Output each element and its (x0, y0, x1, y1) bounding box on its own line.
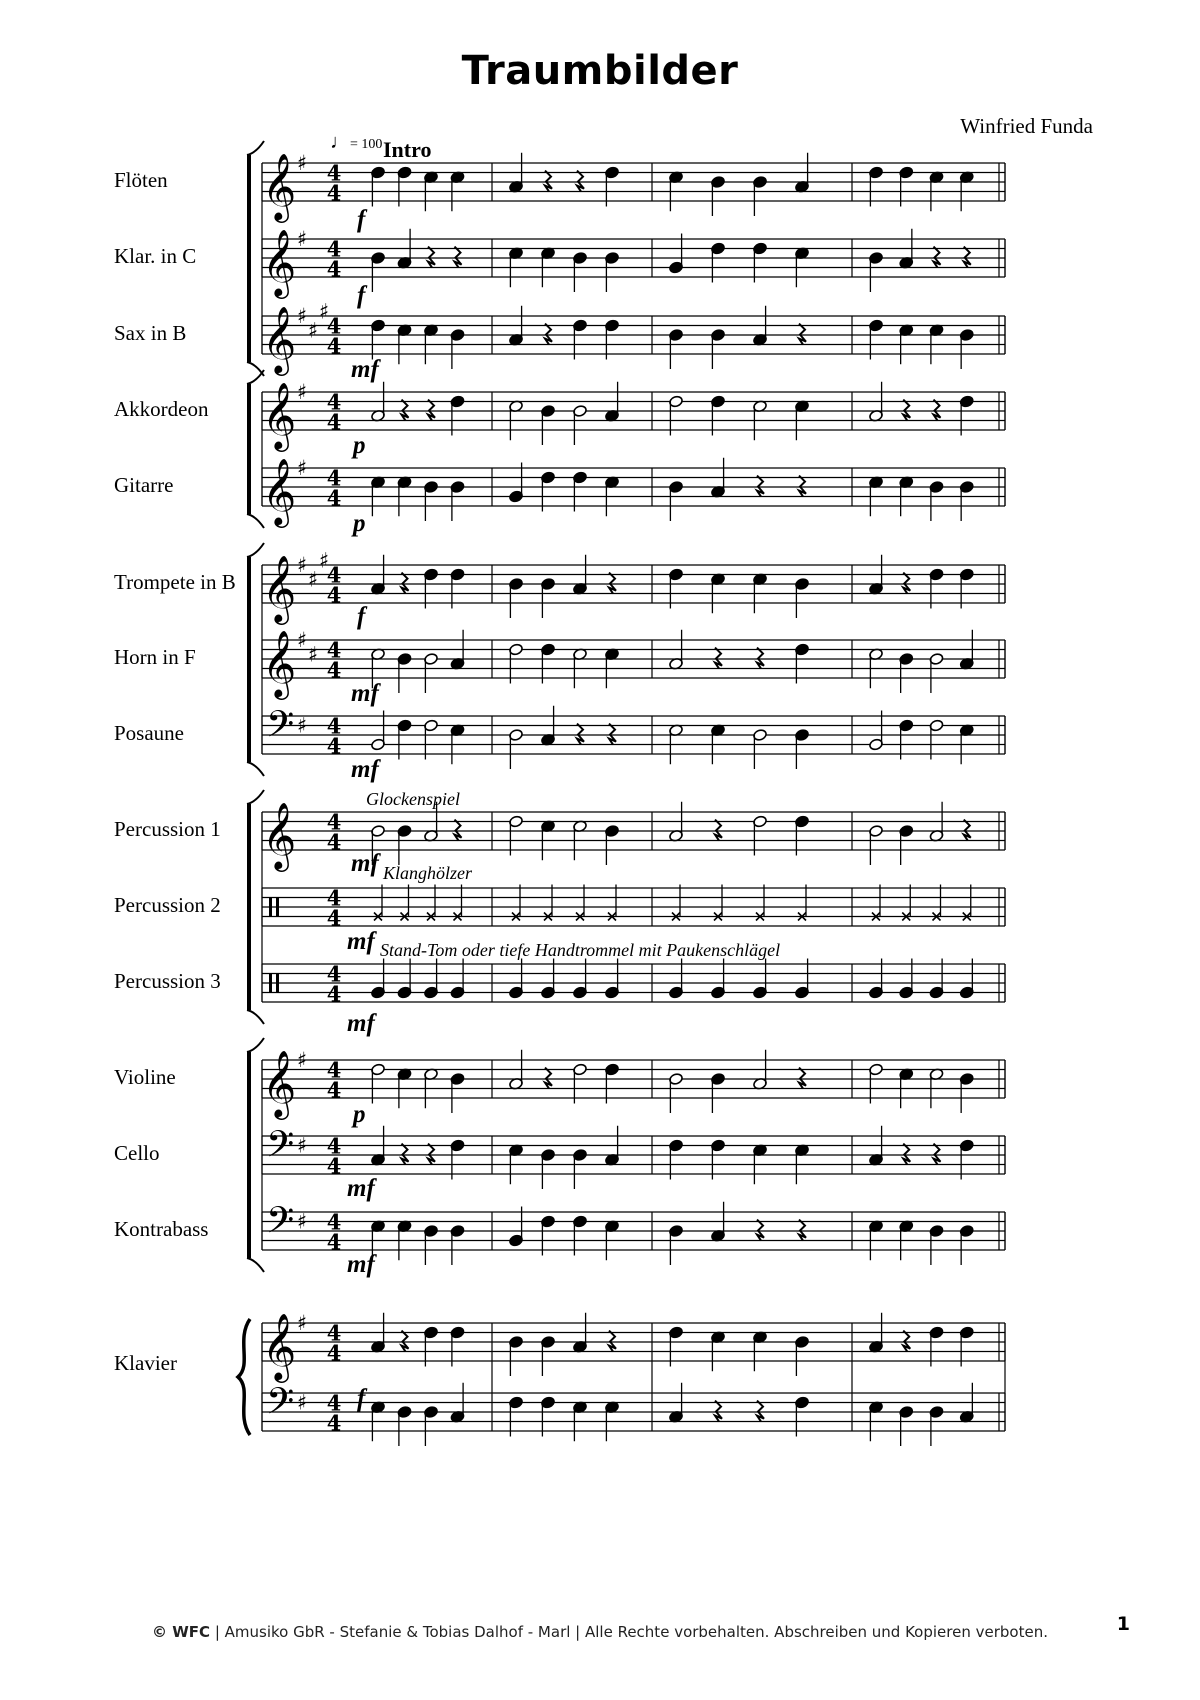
group-bracket (247, 804, 251, 1010)
quarter-rest-icon (455, 247, 462, 268)
staff (262, 1124, 1005, 1189)
time-signature-bottom: 4 (326, 582, 342, 608)
sharp-icon: ♯ (319, 299, 330, 324)
sharp-icon: ♯ (297, 227, 308, 251)
percussion-clef-icon (269, 974, 272, 993)
instrument-label-klarinette: Klar. in C (114, 244, 197, 268)
time-signature-top: 4 (326, 313, 342, 339)
group-bracket (247, 384, 251, 514)
dynamic-marking: f (357, 206, 366, 233)
quarter-rest-icon (757, 1401, 764, 1422)
treble-clef-icon: 𝄞 (262, 628, 297, 697)
quarter-note-icon: ♩ (330, 131, 350, 153)
group-bracket (247, 155, 251, 362)
treble-clef-icon: 𝄞 (262, 553, 297, 622)
instrument-label-violine: Violine (114, 1065, 176, 1089)
staff (262, 801, 1005, 872)
staff (262, 380, 1005, 452)
quarter-rest-icon (402, 1331, 409, 1352)
sharp-icon: ♯ (297, 380, 308, 404)
instrument-label-percussion-1: Percussion 1 (114, 817, 221, 841)
dynamic-marking: f (357, 282, 366, 309)
bass-clef-icon: 𝄢 (266, 1123, 295, 1175)
quarter-rest-icon (455, 820, 462, 841)
footer (0, 1623, 1200, 1641)
sharp-icon: ♯ (297, 304, 308, 328)
quarter-rest-icon (715, 1401, 722, 1422)
sharp-icon: ♯ (297, 713, 308, 738)
staff (262, 704, 1005, 769)
staff (262, 959, 1005, 1007)
quarter-rest-icon (402, 400, 409, 421)
quarter-rest-icon (577, 724, 584, 745)
quarter-rest-icon (757, 648, 764, 669)
quarter-rest-icon (757, 476, 764, 497)
time-signature-bottom: 4 (326, 1229, 342, 1255)
quarter-rest-icon (577, 171, 584, 192)
quarter-rest-icon (903, 573, 910, 594)
quarter-rest-icon (934, 400, 941, 421)
dynamic-marking: mf (347, 928, 375, 955)
quarter-rest-icon (757, 1220, 764, 1241)
dynamic-marking: mf (347, 1251, 375, 1278)
quarter-rest-icon (402, 1144, 409, 1165)
quarter-rest-icon (799, 476, 806, 497)
expression-klanghoelzer: Klanghölzer (383, 863, 473, 883)
time-signature-bottom: 4 (326, 1153, 342, 1179)
quarter-rest-icon (609, 573, 616, 594)
staff (262, 151, 1005, 223)
sharp-icon: ♯ (297, 1209, 308, 1234)
staff (262, 299, 1005, 376)
sharp-icon: ♯ (297, 151, 308, 175)
time-signature-top: 4 (326, 1057, 342, 1083)
time-signature-bottom: 4 (326, 733, 342, 759)
quarter-rest-icon (903, 1144, 910, 1165)
bracket-hook (247, 762, 264, 776)
dynamic-marking: p (353, 510, 366, 537)
sharp-icon: ♯ (319, 548, 330, 573)
sharp-icon: ♯ (297, 1311, 308, 1335)
time-signature-top: 4 (326, 1209, 342, 1235)
bass-clef-icon: 𝄢 (266, 1199, 295, 1251)
quarter-rest-icon (903, 400, 910, 421)
instrument-label-cello: Cello (114, 1141, 160, 1165)
time-signature-bottom: 4 (326, 409, 342, 435)
time-signature-bottom: 4 (326, 829, 342, 855)
instrument-label-gitarre: Gitarre (114, 473, 174, 497)
group-bracket (247, 1052, 251, 1258)
time-signature-bottom: 4 (326, 1340, 342, 1366)
time-signature-top: 4 (326, 713, 342, 739)
sharp-icon: ♯ (297, 553, 308, 577)
treble-clef-icon: 𝄞 (262, 1048, 297, 1117)
instrument-label-percussion-3: Percussion 3 (114, 969, 221, 993)
time-signature-bottom: 4 (326, 1410, 342, 1436)
staff (262, 1381, 1005, 1446)
quarter-rest-icon (545, 1068, 552, 1089)
time-signature-bottom: 4 (326, 981, 342, 1007)
quarter-rest-icon (609, 724, 616, 745)
instrument-label-sax: Sax in B (114, 321, 187, 345)
bass-clef-icon: 𝄢 (266, 1380, 295, 1432)
percussion-clef-icon (269, 898, 272, 917)
sharp-icon: ♯ (297, 1390, 308, 1415)
instrument-label-trompete: Trompete in B (114, 570, 236, 594)
time-signature-bottom: 4 (326, 485, 342, 511)
time-signature-bottom: 4 (326, 905, 342, 931)
time-signature-bottom: 4 (326, 657, 342, 683)
sharp-icon: ♯ (308, 642, 319, 667)
quarter-rest-icon (799, 324, 806, 345)
time-signature-top: 4 (326, 562, 342, 588)
quarter-rest-icon (428, 1144, 435, 1165)
percussion-clef-icon (276, 898, 279, 917)
treble-clef-icon: 𝄞 (262, 1311, 297, 1380)
quarter-rest-icon (964, 247, 971, 268)
time-signature-top: 4 (326, 809, 342, 835)
quarter-rest-icon (715, 648, 722, 669)
dynamic-marking: f (357, 603, 366, 630)
quarter-rest-icon (715, 820, 722, 841)
treble-clef-icon: 𝄞 (262, 227, 297, 296)
sharp-icon: ♯ (297, 1048, 308, 1072)
section-label: Intro (383, 137, 432, 162)
composer-name: Winfried Funda (960, 114, 1093, 138)
sharp-icon: ♯ (297, 456, 308, 480)
time-signature-top: 4 (326, 961, 342, 987)
dynamic-marking: mf (347, 1175, 375, 1202)
staff (262, 227, 1005, 299)
quarter-rest-icon (934, 1144, 941, 1165)
treble-clef-icon: 𝄞 (262, 456, 297, 525)
sharp-icon: ♯ (308, 318, 319, 343)
sharp-icon: ♯ (308, 567, 319, 592)
instrument-label-klavier: Klavier (114, 1351, 177, 1375)
quarter-rest-icon (545, 171, 552, 192)
dynamic-marking: f (357, 1385, 366, 1412)
time-signature-top: 4 (326, 885, 342, 911)
group-bracket (247, 557, 251, 762)
dynamic-marking: p (353, 1101, 366, 1128)
sharp-icon: ♯ (297, 628, 308, 652)
dynamic-marking: p (353, 432, 366, 459)
dynamic-marking: mf (351, 356, 379, 383)
page-number: 1 (1116, 1613, 1130, 1635)
score-title: Traumbilder (461, 48, 739, 94)
quarter-rest-icon (609, 1331, 616, 1352)
time-signature-bottom: 4 (326, 180, 342, 206)
expression-stand-tom: Stand-Tom oder tiefe Handtrommel mit Paukenschlägel (380, 940, 781, 960)
dynamic-marking: mf (351, 680, 379, 707)
staff (262, 548, 1005, 625)
staff (262, 1048, 1005, 1120)
dynamic-marking: mf (351, 850, 379, 877)
quarter-rest-icon (402, 573, 409, 594)
time-signature-top: 4 (326, 236, 342, 262)
staff (262, 628, 1005, 700)
instrument-label-horn: Horn in F (114, 645, 196, 669)
instrument-label-akkordeon: Akkordeon (114, 397, 209, 421)
sharp-icon: ♯ (297, 1133, 308, 1158)
piano-brace (238, 1319, 250, 1435)
time-signature-top: 4 (326, 1133, 342, 1159)
time-signature-top: 4 (326, 160, 342, 186)
instrument-label-percussion-2: Percussion 2 (114, 893, 221, 917)
footer-copyright: © WFC (152, 1623, 211, 1641)
expression-glockenspiel: Glockenspiel (366, 789, 460, 809)
time-signature-top: 4 (326, 1390, 342, 1416)
treble-clef-icon: 𝄞 (262, 304, 297, 373)
quarter-rest-icon (799, 1220, 806, 1241)
time-signature-top: 4 (326, 465, 342, 491)
instrument-label-floeten: Flöten (114, 168, 168, 192)
staff (262, 456, 1005, 528)
instrument-label-kontrabass: Kontrabass (114, 1217, 209, 1241)
bracket-hook (247, 1258, 264, 1272)
time-signature-bottom: 4 (326, 333, 342, 359)
quarter-rest-icon (799, 1068, 806, 1089)
staff (262, 1200, 1005, 1265)
dynamic-marking: mf (351, 756, 379, 783)
instrument-label-posaune: Posaune (114, 721, 184, 745)
tempo-value: = 100 (350, 137, 383, 152)
bracket-hook (247, 1010, 264, 1024)
footer-text: | Amusiko GbR - Stefanie & Tobias Dalhof - Marl | Alle Rechte vorbehalten. Abschreiben und Kopieren verboten. (210, 1623, 1048, 1641)
time-signature-top: 4 (326, 637, 342, 663)
quarter-rest-icon (428, 247, 435, 268)
treble-clef-icon: 𝄞 (262, 151, 297, 220)
quarter-rest-icon (964, 820, 971, 841)
time-signature-top: 4 (326, 389, 342, 415)
dynamic-marking: mf (347, 1010, 375, 1037)
staff (262, 885, 1005, 931)
treble-clef-icon: 𝄞 (262, 380, 297, 449)
bass-clef-icon: 𝄢 (266, 703, 295, 755)
time-signature-top: 4 (326, 1320, 342, 1346)
staff (262, 1311, 1005, 1383)
percussion-clef-icon (276, 974, 279, 993)
quarter-rest-icon (934, 247, 941, 268)
quarter-rest-icon (428, 400, 435, 421)
time-signature-bottom: 4 (326, 256, 342, 282)
time-signature-bottom: 4 (326, 1077, 342, 1103)
quarter-rest-icon (545, 324, 552, 345)
treble-clef-icon: 𝄞 (262, 800, 297, 869)
quarter-rest-icon (903, 1331, 910, 1352)
